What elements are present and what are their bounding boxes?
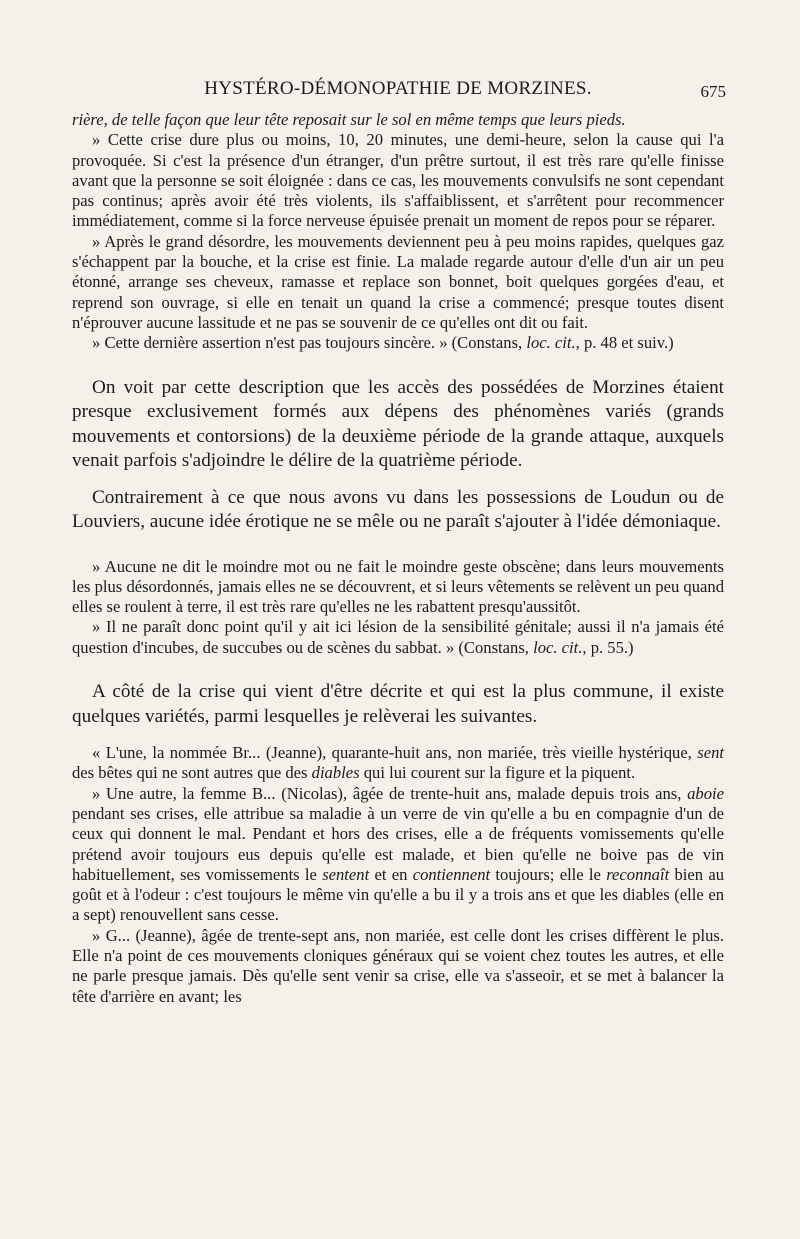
- paragraph-10-emphasis-diables: diables: [311, 763, 360, 783]
- header-title: HYSTÉRO-DÉMONOPATHIE DE MORZINES.: [204, 78, 592, 99]
- paragraph-10-emphasis-sent: sent: [697, 743, 724, 763]
- paragraph-11-emphasis-contiennent: contiennent: [412, 864, 491, 884]
- page: [72, 78, 724, 1007]
- paragraph-4: [72, 333, 724, 353]
- paragraph-11-text-i: bien au goût et à l'odeur : c'est toujours le même vin qu'elle a bu il y a trois ans et que les diables (elle en a sept) renouvellent sans cesse.: [72, 864, 724, 925]
- paragraph-12: [72, 926, 724, 1007]
- paragraph-12-text: » G... (Jeanne), âgée de trente-sept ans, non mariée, est celle dont les crises diffèrent le plus. Elle n'a point de ces mouvements cloniques généraux qui se voient chez toutes les autres, et elle ne parle presque jamais. Dès qu'elle sent venir sa crise, elle va s'asseoir, et se met à balancer la tête d'arrière en avant; les: [72, 925, 724, 1006]
- paragraph-4-text-c: , p. 48 et suiv.): [575, 333, 674, 353]
- paragraph-8-citation: loc. cit.: [533, 637, 583, 657]
- paragraph-2-text: » Cette crise dure plus ou moins, 10, 20 minutes, une demi-heure, selon la cause qui l'a provoquée. Si c'est la présence d'un étranger, d'un prêtre surtout, il est très rare qu'elle finisse avant que la personne se soit éloignée : dans ce cas, les mouvements convulsifs ne sont cependant pas continus; après avoir été très violents, ils s'affaiblissent, et s'arrêtent pour recommencer immédiatement, comme si la force nerveuse épuisée prenait un moment de repos pour se réparer.: [72, 130, 724, 231]
- paragraph-8-text-a: » Il ne paraît donc point qu'il y ait ici lésion de la sensibilité génitale; aussi il n'a jamais été question d'incubes, de succubes ou de scènes du sabbat. » (Constans,: [72, 617, 724, 657]
- paragraph-6: [72, 486, 724, 535]
- paragraph-10-text-a: « L'une, la nommée Br... (Jeanne), quarante-huit ans, non mariée, très vieille hystérique,: [92, 743, 698, 763]
- paragraph-1: [72, 110, 724, 130]
- paragraph-7: [72, 557, 724, 618]
- paragraph-11-text-c: pendant ses crises, elle attribue sa maladie à un verre de vin qu'elle a bu en compagnie d'un de ceux qui donnent le mal. Pendant et hors des crises, elle a de fréquents vomissements qu'elle prétend avoir toujours eus depuis qu'elle est malade, et bien qu'elle ne boive pas de vin habituellement, ses vomissements le: [72, 803, 724, 884]
- paragraph-4-citation: loc. cit.: [526, 333, 576, 353]
- paragraph-6-text: Contrairement à ce que nous avons vu dans les possessions de Loudun ou de Louviers, aucune idée érotique ne se mêle ou ne paraît s'ajouter à l'idée démoniaque.: [72, 486, 724, 533]
- paragraph-3-text: » Après le grand désordre, les mouvements deviennent peu à peu moins rapides, quelques gaz s'échappent par la bouche, et la crise est finie. La malade regarde autour d'elle d'un air un peu étonné, arrange ses cheveux, ramasse et replace son bonnet, boit quelques gorgées d'eau, et reprend son ouvrage, si elle en tenait un quand la crise a commencé; presque toutes disent n'éprouver aucune lassitude et ne pas se souvenir de ce qu'elles ont dit ou fait.: [72, 231, 724, 332]
- paragraph-5-text: On voit par cette description que les accès des possédées de Morzines étaient presque exclusivement formés aux dépens des phénomènes variés (grands mouvements et contorsions) de la deuxième période de la grande attaque, auxquels venait parfois s'adjoindre le délire de la quatrième période.: [72, 376, 724, 472]
- paragraph-8-text-c: , p. 55.): [582, 637, 634, 657]
- paragraph-7-text: » Aucune ne dit le moindre mot ou ne fait le moindre geste obscène; dans leurs mouvements les plus désordonnés, jamais elles ne se découvrent, et si leurs vêtements se relèvent un peu quand elles se roulent à terre, il est très rare qu'elles ne les rabattent presqu'aussitôt.: [72, 556, 724, 617]
- paragraph-4-text-a: » Cette dernière assertion n'est pas toujours sincère. » (Constans,: [92, 333, 527, 353]
- paragraph-11-text-g: toujours; elle le: [490, 864, 607, 884]
- paragraph-8: [72, 617, 724, 658]
- paragraph-10-text-c: des bêtes qui ne sont autres que des: [72, 763, 312, 783]
- paragraph-11-text-e: et en: [369, 864, 413, 884]
- paragraph-11-text-a: » Une autre, la femme B... (Nicolas), âgée de trente-huit ans, malade depuis trois ans,: [92, 783, 688, 803]
- paragraph-11-emphasis-aboie: aboie: [687, 783, 724, 803]
- paragraph-11: [72, 784, 724, 926]
- paragraph-5: [72, 376, 724, 474]
- paragraph-1-text: rière, de telle façon que leur tête reposait sur le sol en même temps que leurs pieds.: [72, 110, 626, 129]
- paragraph-3: [72, 232, 724, 333]
- paragraph-10-text-e: qui lui courent sur la figure et la piquent.: [359, 763, 636, 783]
- paragraph-11-emphasis-sentent: sentent: [322, 864, 370, 884]
- paragraph-11-emphasis-reconnait: reconnaît: [606, 864, 670, 884]
- running-header: [72, 78, 724, 108]
- paragraph-2: [72, 130, 724, 231]
- paragraph-9-text: A côté de la crise qui vient d'être décrite et qui est la plus commune, il existe quelques variétés, parmi lesquelles je relèverai les suivantes.: [72, 681, 724, 727]
- paragraph-10: [72, 743, 724, 784]
- paragraph-9: [72, 680, 724, 729]
- page-number: 675: [700, 82, 726, 101]
